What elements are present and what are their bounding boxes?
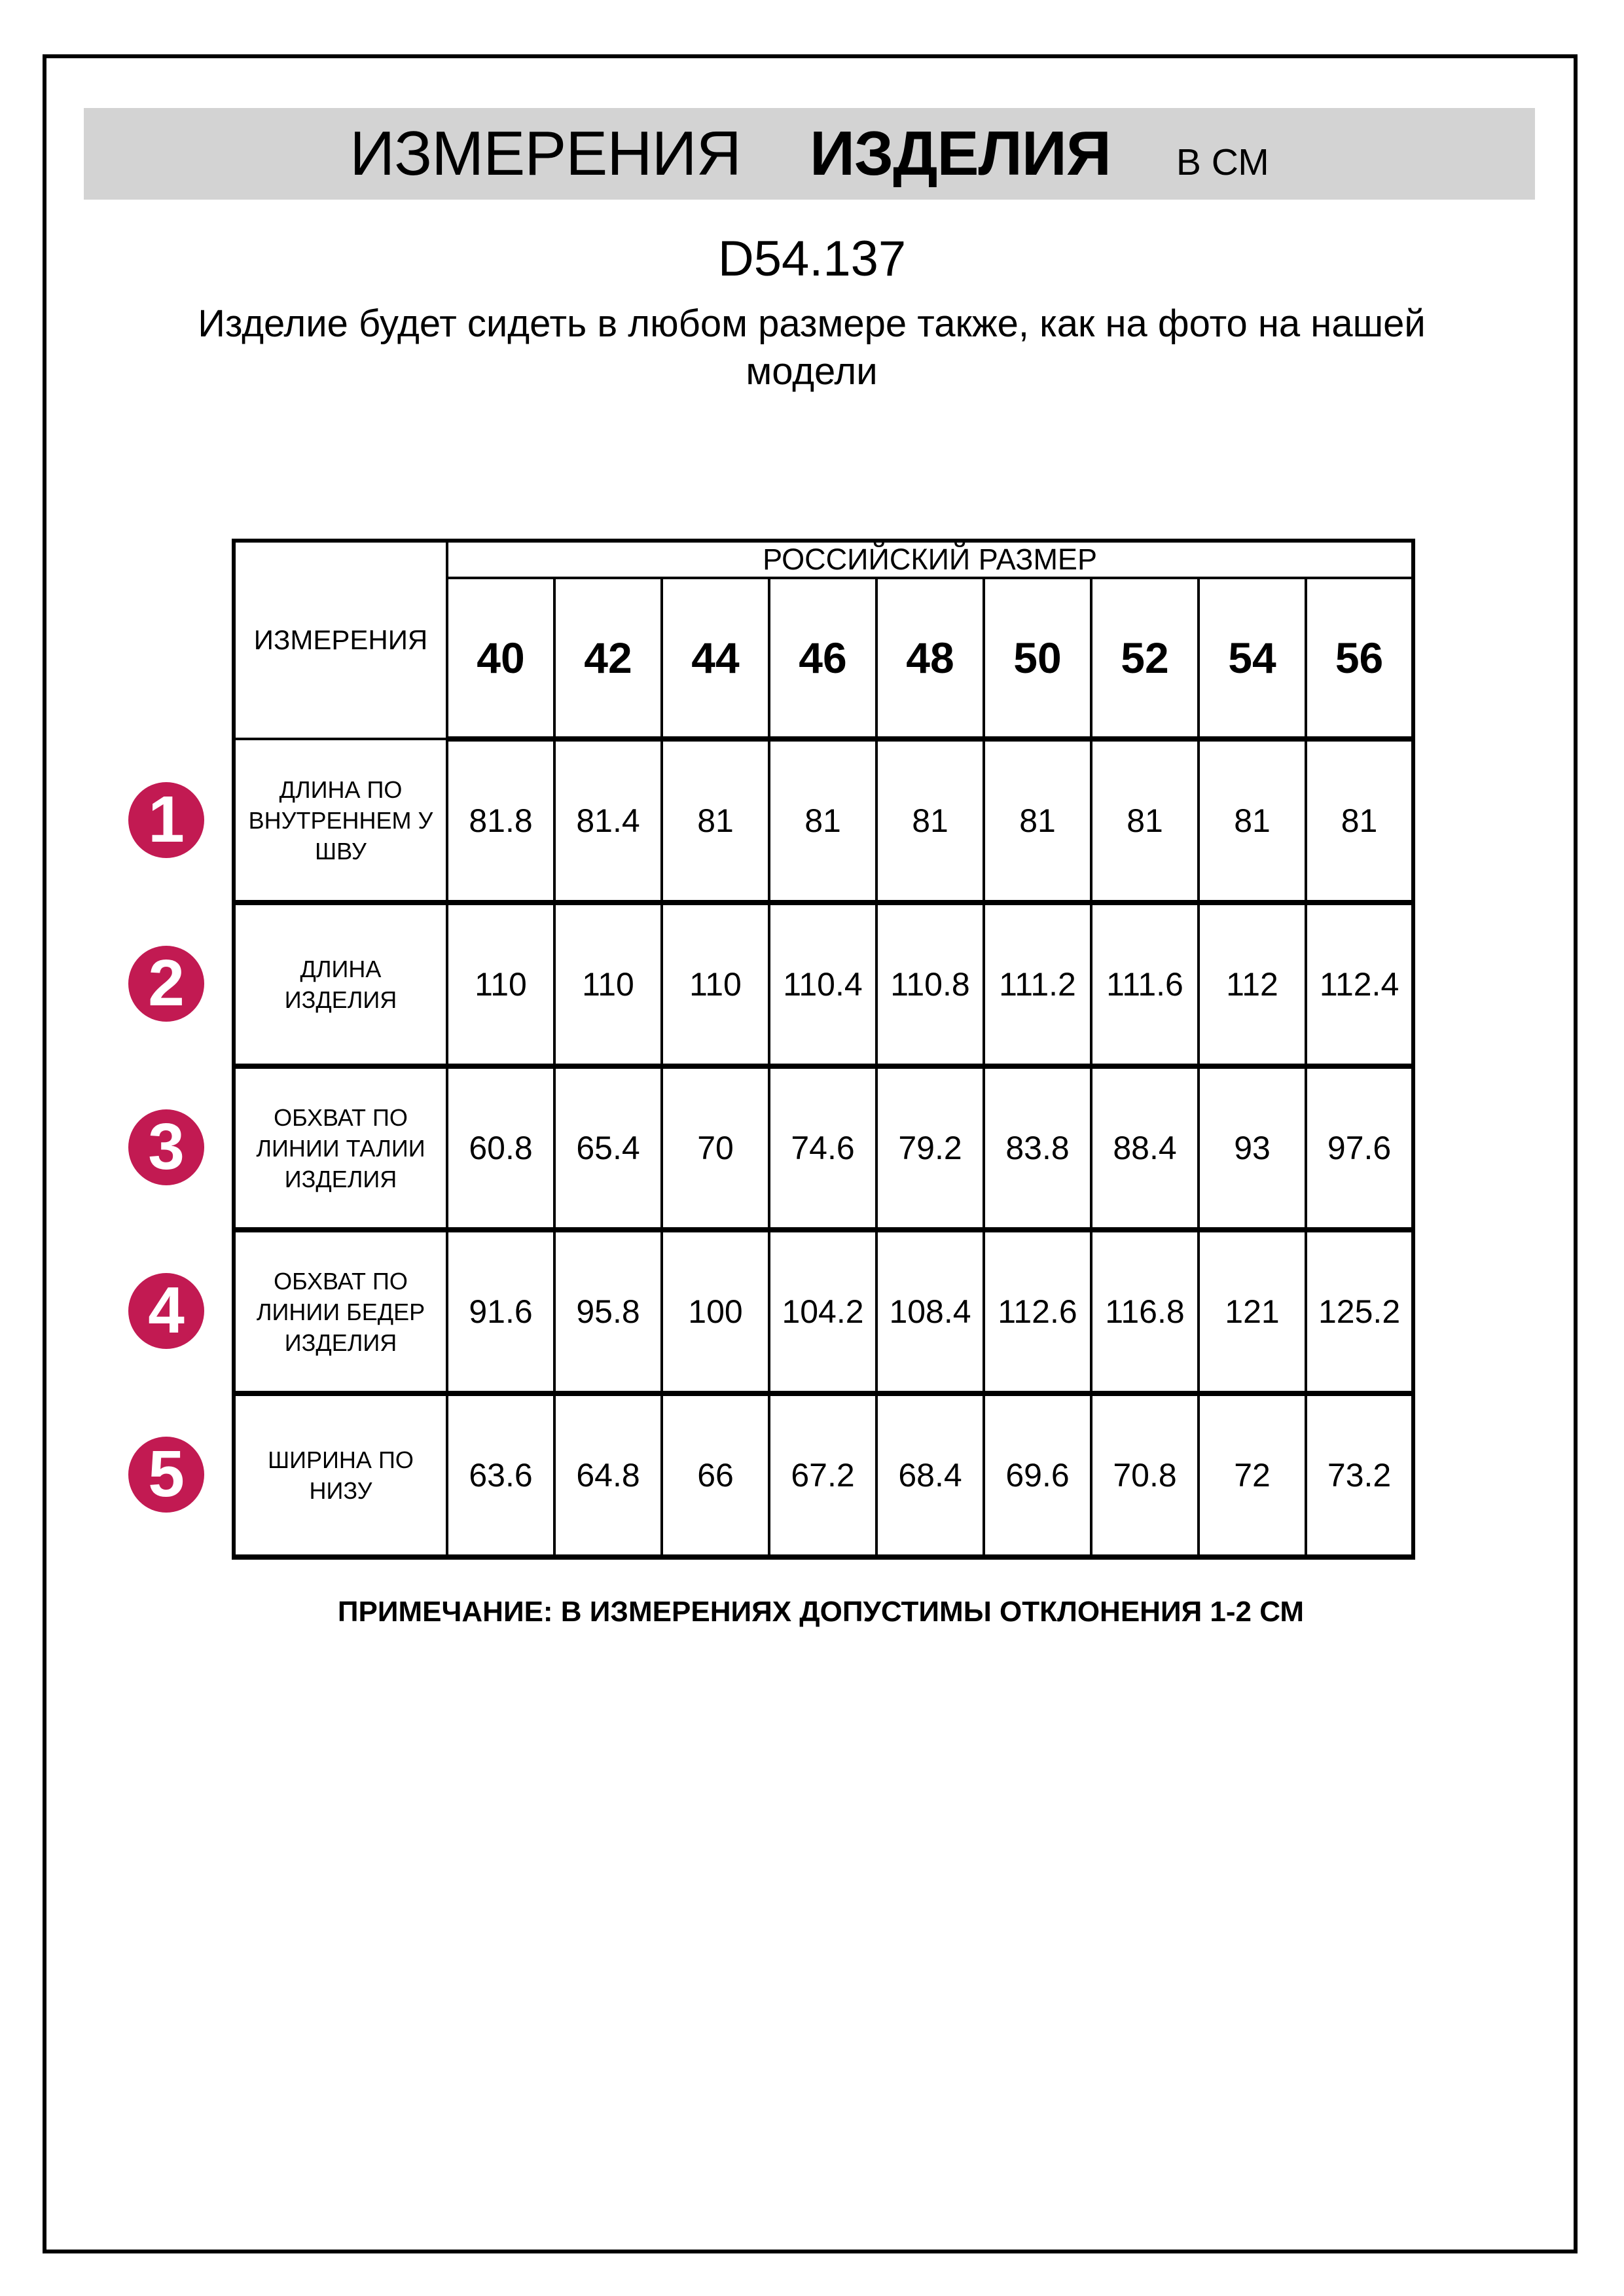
size-header: 56	[1306, 578, 1413, 739]
measurement-value: 108.4	[876, 1230, 984, 1393]
measurements-table	[232, 539, 1415, 1560]
product-code: D54.137	[717, 231, 907, 287]
measurement-value: 110	[447, 903, 554, 1066]
fit-subtitle: Изделие будет сидеть в любом размере также, как на фото на нашей модели	[198, 302, 1426, 393]
measurement-value: 112	[1199, 903, 1306, 1066]
row-number-badge-1: 1	[128, 782, 204, 858]
measurement-value: 81	[876, 739, 984, 903]
row-label: ШИРИНА ПО НИЗУ	[234, 1393, 447, 1557]
measurement-value: 81	[984, 739, 1091, 903]
measurement-value: 81.4	[554, 739, 662, 903]
tolerance-note: ПРИМЕЧАНИЕ: В ИЗМЕРЕНИЯХ ДОПУСТИМЫ ОТКЛОНЕНИЯ 1-2 СМ	[337, 1596, 1305, 1628]
measurement-value: 112.6	[984, 1230, 1091, 1393]
measurement-value: 112.4	[1306, 903, 1413, 1066]
table-row-bottom-width	[234, 1393, 1413, 1557]
measurement-value: 81	[769, 739, 876, 903]
table-row-waist-girth	[234, 1066, 1413, 1230]
measurement-value: 73.2	[1306, 1393, 1413, 1557]
measurement-value: 125.2	[1306, 1230, 1413, 1393]
measurement-value: 66	[662, 1393, 769, 1557]
measurement-value: 110.4	[769, 903, 876, 1066]
row-label: ДЛИНА ИЗДЕЛИЯ	[234, 903, 447, 1066]
row-number-badge-4: 4	[128, 1273, 204, 1349]
row-number-badge-2: 2	[128, 946, 204, 1022]
measurement-value: 121	[1199, 1230, 1306, 1393]
page-title-units: В СМ	[1176, 141, 1269, 183]
measurement-value: 91.6	[447, 1230, 554, 1393]
size-group-header: РОССИЙСКИЙ РАЗМЕР	[447, 541, 1413, 578]
measurement-value: 111.6	[1091, 903, 1199, 1066]
measurement-value: 81	[662, 739, 769, 903]
measurement-value: 64.8	[554, 1393, 662, 1557]
measurement-value: 70.8	[1091, 1393, 1199, 1557]
measurement-value: 81	[1306, 739, 1413, 903]
measurement-value: 110	[554, 903, 662, 1066]
measurement-value: 95.8	[554, 1230, 662, 1393]
measurement-value: 60.8	[447, 1066, 554, 1230]
measurement-value: 83.8	[984, 1066, 1091, 1230]
row-number-badge-5: 5	[128, 1437, 204, 1513]
row-label: ДЛИНА ПО ВНУТРЕННЕМ У ШВУ	[234, 739, 447, 903]
measurement-value: 93	[1199, 1066, 1306, 1230]
size-group-header-row	[234, 541, 1413, 578]
page-title-word-measurements: ИЗМЕРЕНИЯ	[350, 118, 741, 188]
measurement-value: 81	[1199, 739, 1306, 903]
table-row-inseam-length	[234, 739, 1413, 903]
measurement-value: 104.2	[769, 1230, 876, 1393]
measurement-value: 110.8	[876, 903, 984, 1066]
measurement-value: 63.6	[447, 1393, 554, 1557]
corner-header-measurements: ИЗМЕРЕНИЯ	[234, 541, 447, 739]
measurement-value: 81.8	[447, 739, 554, 903]
measurement-value: 88.4	[1091, 1066, 1199, 1230]
measurement-value: 97.6	[1306, 1066, 1413, 1230]
measurement-value: 110	[662, 903, 769, 1066]
measurement-value: 116.8	[1091, 1230, 1199, 1393]
measurement-value: 74.6	[769, 1066, 876, 1230]
measurement-value: 79.2	[876, 1066, 984, 1230]
measurement-value: 67.2	[769, 1393, 876, 1557]
size-header: 44	[662, 578, 769, 739]
table-row-garment-length	[234, 903, 1413, 1066]
size-header: 52	[1091, 578, 1199, 739]
measurement-value: 72	[1199, 1393, 1306, 1557]
table-row-hip-girth	[234, 1230, 1413, 1393]
measurement-value: 68.4	[876, 1393, 984, 1557]
row-label: ОБХВАТ ПО ЛИНИИ БЕДЕР ИЗДЕЛИЯ	[234, 1230, 447, 1393]
row-number-badge-3: 3	[128, 1109, 204, 1185]
size-header: 42	[554, 578, 662, 739]
measurement-value: 81	[1091, 739, 1199, 903]
size-header: 40	[447, 578, 554, 739]
row-label: ОБХВАТ ПО ЛИНИИ ТАЛИИ ИЗДЕЛИЯ	[234, 1066, 447, 1230]
measurement-value: 111.2	[984, 903, 1091, 1066]
measurement-value: 100	[662, 1230, 769, 1393]
page-title-word-product: ИЗДЕЛИЯ	[809, 118, 1111, 188]
measurement-value: 70	[662, 1066, 769, 1230]
size-header: 54	[1199, 578, 1306, 739]
size-header: 50	[984, 578, 1091, 739]
title-banner	[84, 108, 1535, 200]
measurement-value: 69.6	[984, 1393, 1091, 1557]
size-header: 48	[876, 578, 984, 739]
measurement-value: 65.4	[554, 1066, 662, 1230]
size-header: 46	[769, 578, 876, 739]
